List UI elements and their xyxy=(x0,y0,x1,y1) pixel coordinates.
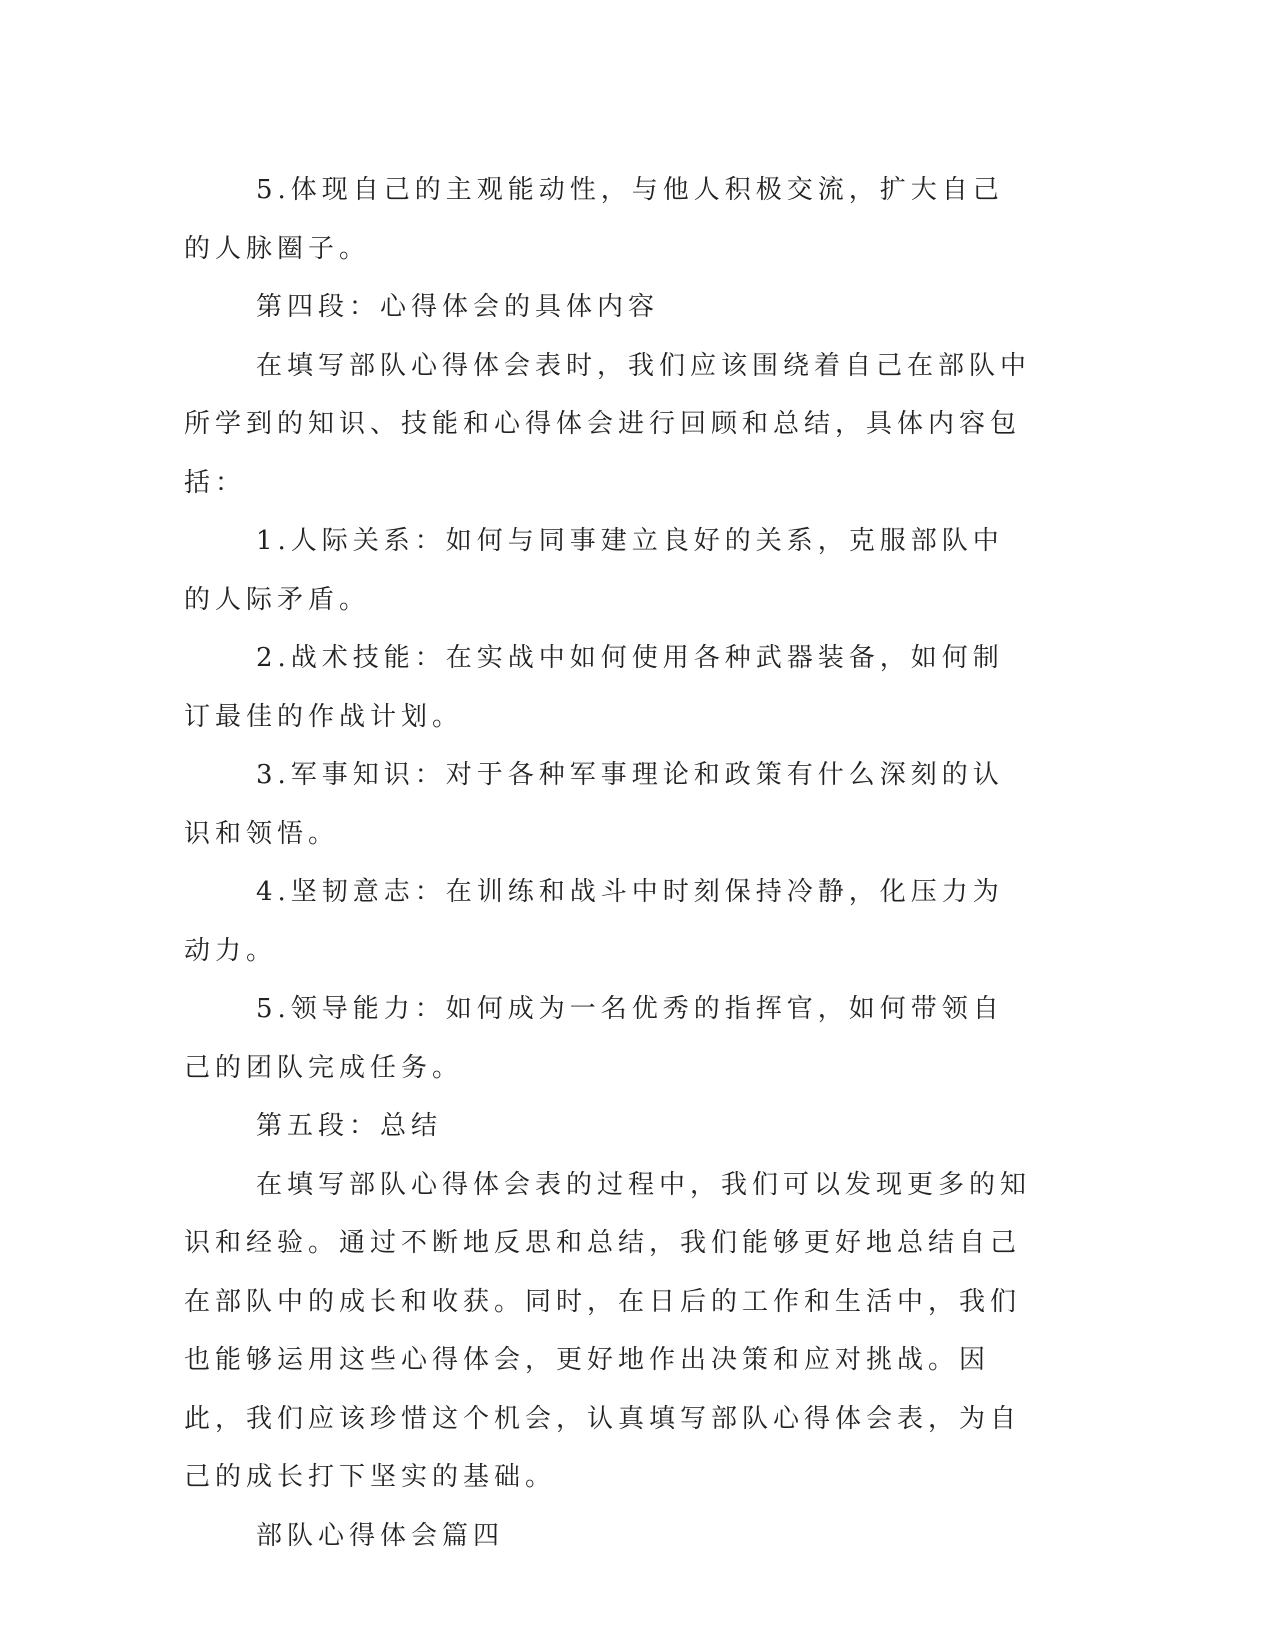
paragraph-summary: 在填写部队心得体会表的过程中，我们可以发现更多的知识和经验。通过不断地反思和总结，我们能够更好地总结自己在部队中的成长和收获。同时，在日后的工作和生活中，我们也能够运用这些心得体会，更好地作出决策和应对挑战。因此，我们应该珍惜这个机会，认真填写部队心得体会表，为自己的成长打下坚实的基础。 xyxy=(184,1169,1032,1492)
paragraph-list-item-5: 5.体现自己的主观能动性，与他人积极交流，扩大自己的人脉圈子。 xyxy=(184,175,1004,264)
document-body xyxy=(184,161,1034,1565)
paragraph-item-tactical-skills: 2.战术技能：在实战中如何使用各种武器装备，如何制订最佳的作战计划。 xyxy=(184,643,1004,732)
section-heading-part-4: 部队心得体会篇四 xyxy=(256,1520,505,1551)
section-heading-5: 第五段：总结 xyxy=(256,1111,443,1141)
paragraph-item-willpower: 4.坚韧意志：在训练和战斗中时刻保持冷静，化压力为动力。 xyxy=(184,877,1004,966)
paragraph-intro: 在填写部队心得体会表时，我们应该围绕着自己在部队中所学到的知识、技能和心得体会进行回顾和总结，具体内容包括： xyxy=(184,350,1032,498)
paragraph-item-leadership: 5.领导能力：如何成为一名优秀的指挥官，如何带领自己的团队完成任务。 xyxy=(184,994,1004,1083)
paragraph-item-military-knowledge: 3.军事知识：对于各种军事理论和政策有什么深刻的认识和领悟。 xyxy=(184,760,1004,849)
paragraph-item-interpersonal: 1.人际关系：如何与同事建立良好的关系，克服部队中的人际矛盾。 xyxy=(184,526,1004,615)
section-heading-4: 第四段：心得体会的具体内容 xyxy=(256,292,660,322)
